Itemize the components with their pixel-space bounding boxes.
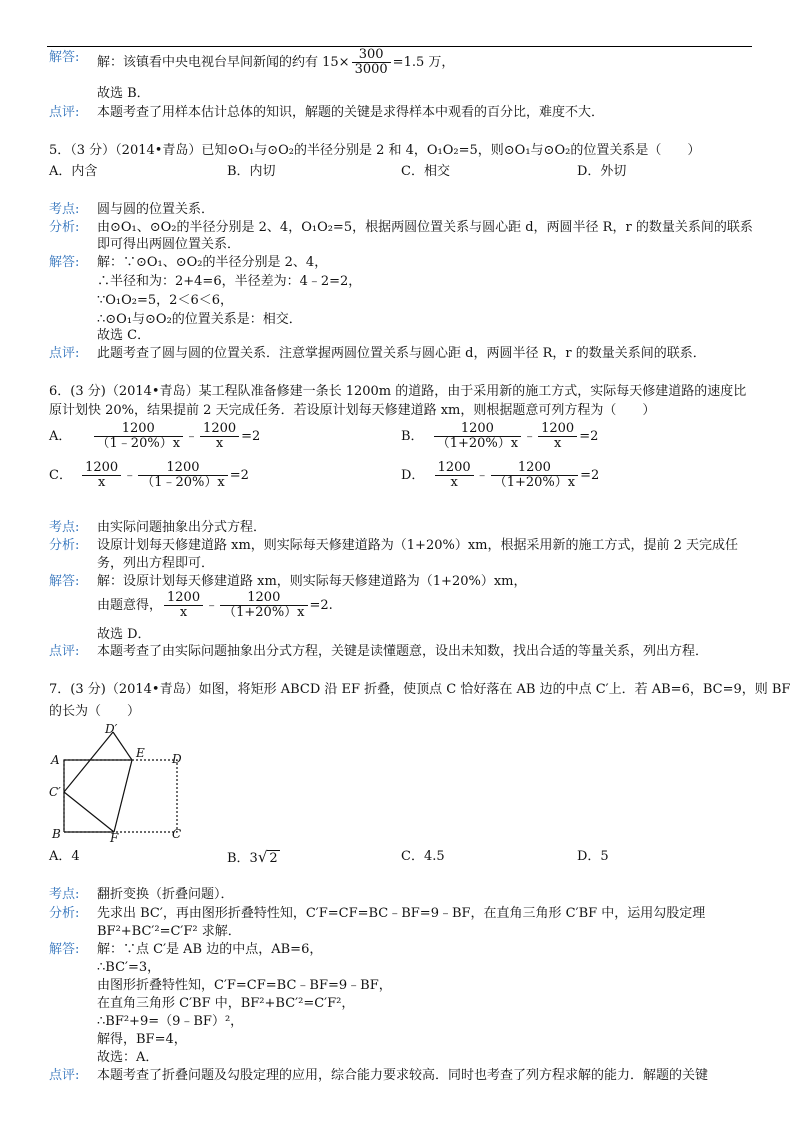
- fraction: $\frac{1200}{x}$: [82, 461, 121, 490]
- point-d-label: D: [172, 752, 182, 766]
- label-answer: 解答:: [49, 942, 80, 957]
- q6-option-b: B． $\frac{1200}{(1+20\%)x}$ ﹣ $\frac{1200}{x}$ =2: [401, 421, 599, 451]
- point-cprime-label: C′: [49, 785, 61, 799]
- prev-answer-line2: 故选 B．: [97, 86, 150, 101]
- q6-topic: 由实际问题抽象出分式方程．: [97, 520, 267, 535]
- q7-answer-7: 故选：A．: [97, 1050, 159, 1065]
- q6-analysis-2: 务，列出方程即可．: [97, 556, 215, 571]
- q6-stem-1: 6．(3 分)（2014•青岛）某工程队准备修建一条长 1200m 的道路，由于采用新的施工方式，实际每天修建道路的速度比: [49, 384, 747, 399]
- fraction: $\frac{300}{3000}$: [352, 48, 391, 77]
- fraction: $\frac{1200}{x}$: [435, 461, 474, 490]
- segment-dpe: [113, 732, 132, 760]
- q6-answer-2: 由题意得， $\frac{1200}{x}$ ﹣ $\frac{1200}{(1+20\%)x}$ =2.: [97, 590, 333, 620]
- q5-answer-3: ∵O₁O₂=5，2＜6＜6，: [97, 293, 233, 308]
- point-b-label: B: [52, 827, 61, 841]
- fraction: $\frac{1200}{(1+20\%)x}$: [491, 461, 578, 490]
- fraction: $\frac{1200}{(1﹣20\%)x}$: [138, 461, 228, 490]
- q6-answer-3: 故选 D．: [97, 627, 151, 642]
- q7-answer-4: 在直角三角形 C′BF 中，BF²+BC′²=C′F²，: [97, 996, 355, 1011]
- sqrt-icon: √: [257, 848, 268, 866]
- q6-option-d: D． $\frac{1200}{x}$ ﹣ $\frac{1200}{(1+20\%)x}$ =2: [401, 460, 600, 490]
- q5-option-b: B．内切: [227, 164, 276, 179]
- q5-option-a: A．内含: [49, 164, 98, 179]
- q7-answer-1: 解：∵点 C′是 AB 边的中点，AB=6，: [97, 942, 323, 957]
- q5-option-d: D．外切: [577, 164, 627, 179]
- point-e-label: E: [136, 746, 145, 760]
- q7-option-a: A．4: [49, 849, 80, 864]
- q6-answer-1: 解：设原计划每天修建道路 xm，则实际每天修建道路为（1+20%）xm，: [97, 574, 527, 589]
- q5-analysis-2: 即可得出两圆位置关系．: [97, 237, 241, 252]
- q7-analysis-1: 先求出 BC′，再由图形折叠特性知，C′F=CF=BC﹣BF=9﹣BF，在直角三角形 C′BF 中，运用勾股定理: [97, 906, 706, 921]
- label-topic: 考点:: [49, 887, 80, 902]
- q7-answer-5: ∴BF²+9=（9﹣BF）²，: [97, 1014, 244, 1029]
- segment-cpdp: [64, 732, 113, 792]
- q5-answer-1: 解：∵⊙O₁、⊙O₂的半径分别是 2、4，: [97, 255, 328, 270]
- q7-option-b: B．3√ 2: [227, 848, 278, 866]
- q5-answer-2: ∴半径和为：2+4=6，半径差为：4﹣2=2，: [97, 274, 362, 289]
- label-answer: 解答:: [49, 574, 80, 589]
- q7-answer-6: 解得，BF=4，: [97, 1032, 187, 1047]
- q7-figure: [48, 722, 198, 844]
- fraction: $\frac{1200}{(1+20\%)x}$: [220, 591, 307, 620]
- label-analysis: 分析:: [49, 538, 80, 553]
- q6-stem-2: 原计划快 20%，结果提前 2 天完成任务．若设原计划每天修建道路 xm，则根据题意可列方程为（ ）: [49, 403, 656, 418]
- q7-stem-2: 的长为（ ）: [49, 704, 141, 719]
- fraction: $\frac{1200}{(1﹣20\%)x}$: [94, 422, 184, 451]
- q5-comment: 此题考查了圆与圆的位置关系．注意掌握两圆位置关系与圆心距 d，两圆半径 R，r 的数量关系间的联系．: [97, 346, 706, 361]
- fold-line-ef: [114, 760, 132, 832]
- label-topic: 考点:: [49, 202, 80, 217]
- fraction: $\frac{1200}{x}$: [164, 591, 203, 620]
- label-comment: 点评:: [49, 105, 80, 120]
- point-dprime-label: D′: [105, 722, 118, 736]
- q7-stem-1: 7．(3 分)（2014•青岛）如图，将矩形 ABCD 沿 EF 折叠，使顶点 C 恰好落在 AB 边的中点 C′上．若 AB=6，BC=9，则 BF: [49, 682, 791, 697]
- q7-topic: 翻折变换（折叠问题）．: [97, 887, 234, 902]
- q5-topic: 圆与圆的位置关系．: [97, 202, 215, 217]
- header-rule: [47, 46, 752, 47]
- fraction: $\frac{1200}{(1+20\%)x}$: [434, 422, 521, 451]
- label-answer: 解答:: [49, 255, 80, 270]
- label-analysis: 分析:: [49, 220, 80, 235]
- label-comment: 点评:: [49, 1068, 80, 1083]
- label-comment: 点评:: [49, 644, 80, 659]
- q7-option-c: C．4.5: [401, 849, 445, 864]
- q5-answer-4: ∴⊙O₁与⊙O₂的位置关系是：相交．: [97, 312, 302, 327]
- fold-diagram: [48, 722, 198, 844]
- prev-comment: 本题考查了用样本估计总体的知识，解题的关键是求得样本中观看的百分比，难度不大．: [97, 105, 605, 120]
- point-c-label: C: [172, 827, 182, 841]
- label-comment: 点评:: [49, 346, 80, 361]
- point-a-label: A: [51, 753, 60, 767]
- q5-stem: 5．（3 分）（2014•青岛）已知⊙O₁与⊙O₂的半径分别是 2 和 4，O₁O₂=5，则⊙O₁与⊙O₂的位置关系是（ ）: [49, 143, 701, 158]
- q5-analysis-1: 由⊙O₁、⊙O₂的半径分别是 2、4，O₁O₂=5，根据两圆位置关系与圆心距 d，两圆半径 R，r 的数量关系间的联系: [97, 220, 753, 235]
- q7-option-d: D．5: [577, 849, 609, 864]
- q6-option-c: C． $\frac{1200}{x}$ ﹣ $\frac{1200}{(1﹣20\%)x}$ =2: [49, 460, 249, 490]
- q5-answer-5: 故选 C．: [97, 328, 151, 343]
- q6-option-a: A． $\frac{1200}{(1﹣20\%)x}$ ﹣ $\frac{1200}{x}$ =2: [49, 421, 261, 451]
- q6-comment: 本题考查了由实际问题抽象出分式方程，关键是读懂题意，设出未知数，找出合适的等量关系，列出方程．: [97, 644, 709, 659]
- prev-answer-line1: 解：该镇看中央电视台早间新闻的约有 15× $\frac{300}{3000}$ =1.5 万，: [97, 47, 455, 77]
- label-analysis: 分析:: [49, 906, 80, 921]
- q7-answer-3: 由图形折叠特性知，C′F=CF=BC﹣BF=9﹣BF，: [97, 978, 392, 993]
- q7-comment: 本题考查了折叠问题及勾股定理的应用，综合能力要求较高．同时也考查了列方程求解的能力．解题的关键: [97, 1068, 709, 1083]
- label-answer: 解答:: [49, 50, 80, 65]
- q5-option-c: C．相交: [401, 164, 450, 179]
- fraction: $\frac{1200}{x}$: [200, 422, 239, 451]
- fraction: $\frac{1200}{x}$: [538, 422, 577, 451]
- q7-answer-2: ∴BC′=3，: [97, 960, 161, 975]
- segment-cpf: [64, 792, 114, 832]
- q7-analysis-2: BF²+BC′²=C′F² 求解．: [97, 924, 241, 939]
- point-f-label: F: [110, 831, 119, 845]
- label-topic: 考点:: [49, 520, 80, 535]
- q6-analysis-1: 设原计划每天修建道路 xm，则实际每天修建道路为（1+20%）xm，根据采用新的施工方式，提前 2 天完成任: [97, 538, 739, 553]
